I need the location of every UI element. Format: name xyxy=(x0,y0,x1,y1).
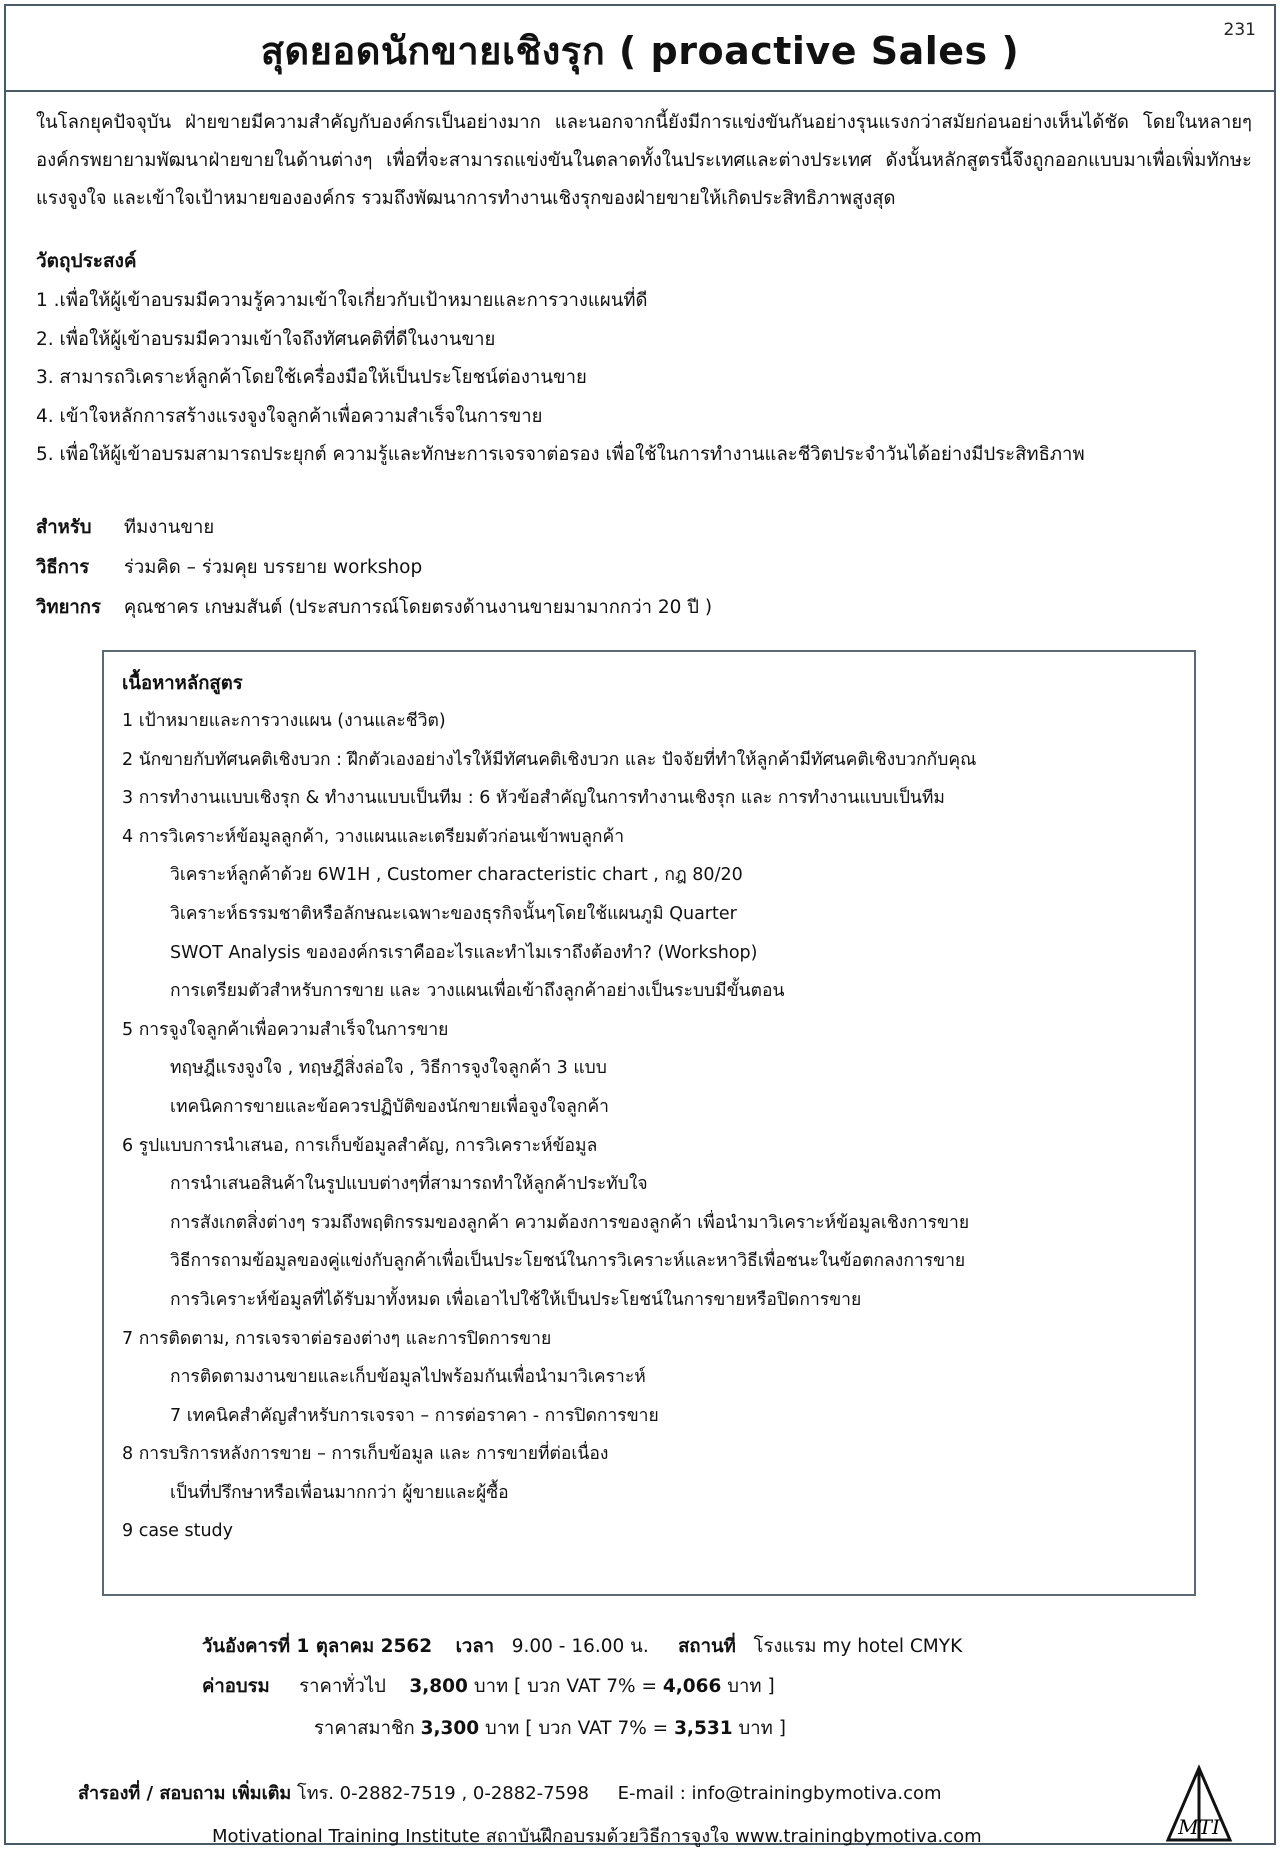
contact-phones: โทร. 0-2882-7519 , 0-2882-7598 xyxy=(297,1783,589,1804)
objective-item: 3. สามารถวิเคราะห์ลูกค้าโดยใช้เครื่องมือให้เป็นประโยชน์ต่องานขาย xyxy=(36,367,587,388)
mti-logo-icon xyxy=(1164,1764,1234,1844)
member-vat-text: บาท [ บวก VAT 7% = xyxy=(485,1718,669,1739)
content-heading: เนื้อหาหลักสูตร xyxy=(122,673,243,694)
course-meta xyxy=(36,508,712,628)
baht-close: บาท ] xyxy=(727,1676,775,1697)
content-item: 1 เป้าหมายและการวางแผน (งานและชีวิต) xyxy=(122,711,446,731)
content-item: 5 การจูงใจลูกค้าเพื่อความสำเร็จในการขาย xyxy=(122,1019,449,1040)
content-item: 8 การบริการหลังการขาย – การเก็บข้อมูล และ การขายที่ต่อเนื่อง xyxy=(122,1444,609,1465)
member-price: 3,300 xyxy=(420,1718,480,1739)
content-subitem: การเตรียมตัวสำหรับการขาย และ วางแผนเพื่อเข้าถึงลูกค้าอย่างเป็นระบบมีขั้นตอน xyxy=(170,981,785,1002)
objectives-heading: วัตถุประสงค์ xyxy=(36,250,137,272)
member-price-label: ราคาสมาชิก xyxy=(314,1718,415,1739)
logo-lettering: MTI xyxy=(1178,1815,1220,1839)
time-value: 9.00 - 16.00 น. xyxy=(511,1636,649,1657)
general-price: 3,800 xyxy=(409,1676,468,1697)
content-subitem: วิธีการถามข้อมูลของคู่แข่งกับลูกค้าเพื่อเป็นประโยชน์ในการวิเคราะห์และหาวิธีเพื่อชนะในข้อตกลงการขาย xyxy=(170,1251,966,1272)
schedule-row xyxy=(202,1632,962,1661)
content-subitem: ทฤษฎีแรงจูงใจ , ทฤษฎีสิ่งล่อใจ , วิธีการจูงใจลูกค้า 3 แบบ xyxy=(170,1058,607,1079)
content-subitem: วิเคราะห์ลูกค้าด้วย 6W1H , Customer characteristic chart , กฎ 80/20 xyxy=(170,865,743,886)
objective-item: 2. เพื่อให้ผู้เข้าอบรมมีความเข้าใจถึงทัศนคติที่ดีในงานขาย xyxy=(36,328,496,350)
target-value: ทีมงานขาย xyxy=(123,517,215,538)
method-value: ร่วมคิด – ร่วมคุย บรรยาย workshop xyxy=(123,557,423,578)
content-item: 7 การติดตาม, การเจรจาต่อรองต่างๆ และการปิดการขาย xyxy=(122,1328,552,1349)
contact-email[interactable]: E-mail : info@trainingbymotiva.com xyxy=(617,1783,942,1804)
course-content-box xyxy=(102,650,1196,1596)
page-title: สุดยอดนักขายเชิงรุก ( proactive Sales ) xyxy=(260,29,1020,73)
content-list xyxy=(122,702,1176,1551)
content-subitem: SWOT Analysis ขององค์กรเราคืออะไรและทำไมเราถึงต้องทำ? (Workshop) xyxy=(170,942,758,963)
content-item: 2 นักขายกับทัศนคติเชิงบวก : ฝึกตัวเองอย่างไรให้มีทัศนคติเชิงบวก และ ปัจจัยที่ทำให้ลูกค้ามีทัศนคติเชิงบวกกับคุณ xyxy=(122,749,977,770)
time-label: เวลา xyxy=(455,1636,495,1657)
member-fee-row xyxy=(314,1714,786,1743)
title-bar xyxy=(6,6,1274,92)
content-item: 3 การทำงานแบบเชิงรุก & ทำงานแบบเป็นทีม : 6 หัวข้อสำคัญในการทำงานเชิงรุก และ การทำงานแบบเป็นทีม xyxy=(122,788,945,809)
target-row xyxy=(36,508,712,548)
contact-row xyxy=(78,1778,942,1807)
content-item: 4 การวิเคราะห์ข้อมูลลูกค้า, วางแผนและเตรียมตัวก่อนเข้าพบลูกค้า xyxy=(122,826,625,847)
content-subitem: การวิเคราะห์ข้อมูลที่ได้รับมาทั้งหมด เพื่อเอาไปใช้ให้เป็นประโยชน์ในการขายหรือปิดการขาย xyxy=(170,1289,862,1310)
content-subitem: เป็นที่ปรึกษาหรือเพื่อนมากกว่า ผู้ขายและผู้ซื้อ xyxy=(170,1482,509,1503)
content-subitem: เทคนิคการขายและข้อควรปฏิบัติของนักขายเพื่อจูงใจลูกค้า xyxy=(170,1096,609,1117)
general-total: 4,066 xyxy=(662,1676,722,1697)
member-total: 3,531 xyxy=(674,1718,733,1739)
member-baht-close: บาท ] xyxy=(738,1718,786,1739)
content-subitem: 7 เทคนิคสำคัญสำหรับการเจรจา – การต่อราคา - การปิดการขาย xyxy=(170,1405,659,1426)
date-label: วันอังคารที่ 1 ตุลาคม 2562 xyxy=(202,1636,433,1657)
document-page xyxy=(4,4,1276,1845)
content-subitem: วิเคราะห์ธรรมชาติหรือลักษณะเฉพาะของธุรกิจนั้นๆโดยใช้แผนภูมิ Quarter xyxy=(170,903,737,924)
method-row xyxy=(36,548,712,588)
venue-value: โรงแรม my hotel CMYK xyxy=(753,1636,963,1657)
general-price-label: ราคาทั่วไป xyxy=(299,1676,386,1697)
speaker-label: วิทยากร xyxy=(36,597,101,618)
page-number: 231 xyxy=(1223,20,1256,40)
target-label: สำหรับ xyxy=(36,517,92,538)
speaker-value: คุณชาคร เกษมสันต์ (ประสบการณ์โดยตรงด้านงานขายมามากกว่า 20 ปี ) xyxy=(123,597,713,618)
objectives-list xyxy=(36,282,1252,475)
general-fee-row xyxy=(202,1672,775,1701)
content-subitem: การนำเสนอสินค้าในรูปแบบต่างๆที่สามารถทำให้ลูกค้าประทับใจ xyxy=(170,1174,648,1195)
content-subitem: การติดตามงานขายและเก็บข้อมูลไปพร้อมกันเพื่อนำมาวิเคราะห์ xyxy=(170,1367,646,1388)
objective-item: 4. เข้าใจหลักการสร้างแรงจูงใจลูกค้าเพื่อความสำเร็จในการขาย xyxy=(36,405,543,427)
contact-label: สำรองที่ / สอบถาม เพิ่มเติม xyxy=(78,1783,292,1804)
content-subitem: การสังเกตสิ่งต่างๆ รวมถึงพฤติกรรมของลูกค้า ความต้องการของลูกค้า เพื่อนำมาวิเคราะห์ข้อมูลเชิงการขาย xyxy=(170,1212,970,1233)
general-vat-text: บาท [ บวก VAT 7% = xyxy=(473,1676,657,1697)
objective-item: 1 .เพื่อให้ผู้เข้าอบรมมีความรู้ความเข้าใจเกี่ยวกับเป้าหมายและการวางแผนที่ดี xyxy=(36,290,648,311)
venue-label: สถานที่ xyxy=(678,1636,736,1657)
objective-item: 5. เพื่อให้ผู้เข้าอบรมสามารถประยุกต์ ความรู้และทักษะการเจรจาต่อรอง เพื่อใช้ในการทำงานและชีวิตประจำวันได้อย่างมีประสิทธิภาพ xyxy=(36,444,1085,465)
speaker-row xyxy=(36,588,712,628)
fee-label: ค่าอบรม xyxy=(202,1676,270,1697)
method-label: วิธีการ xyxy=(36,557,90,578)
content-item: 6 รูปแบบการนำเสนอ, การเก็บข้อมูลสำคัญ, การวิเคราะห์ข้อมูล xyxy=(122,1135,598,1156)
footer-text: Motivational Training Institute สถาบันฝึกอบรมด้วยวิธีการจูงใจ www.trainingbymotiva.com xyxy=(212,1826,982,1847)
content-item: 9 case study xyxy=(122,1521,234,1542)
intro-paragraph: ในโลกยุคปัจจุบัน ฝ่ายขายมีความสำคัญกับองค์กรเป็นอย่างมาก และนอกจากนี้ยังมีการแข่งขันกันอย่างรุนแรงกว่าสมัยก่อนอย่างเห็นได้ชัด โดยในหลายๆองค์กรพยายามพัฒนาฝ่ายขายในด้านต่างๆ เพื่อที่จะสามารถแข่งขันในตลาดทั้งในประเทศและต่างประเทศ ดังนั้นหลักสูตรนี้จึงถูกออกแบบมาเพื่อเพิ่มทักษะ แรงจูงใจ และเข้าใจเป้าหมายขององค์กร รวมถึงพัฒนาการทำงานเชิงรุกของฝ่ายขายให้เกิดประสิทธิภาพสูงสุด xyxy=(36,112,1252,209)
